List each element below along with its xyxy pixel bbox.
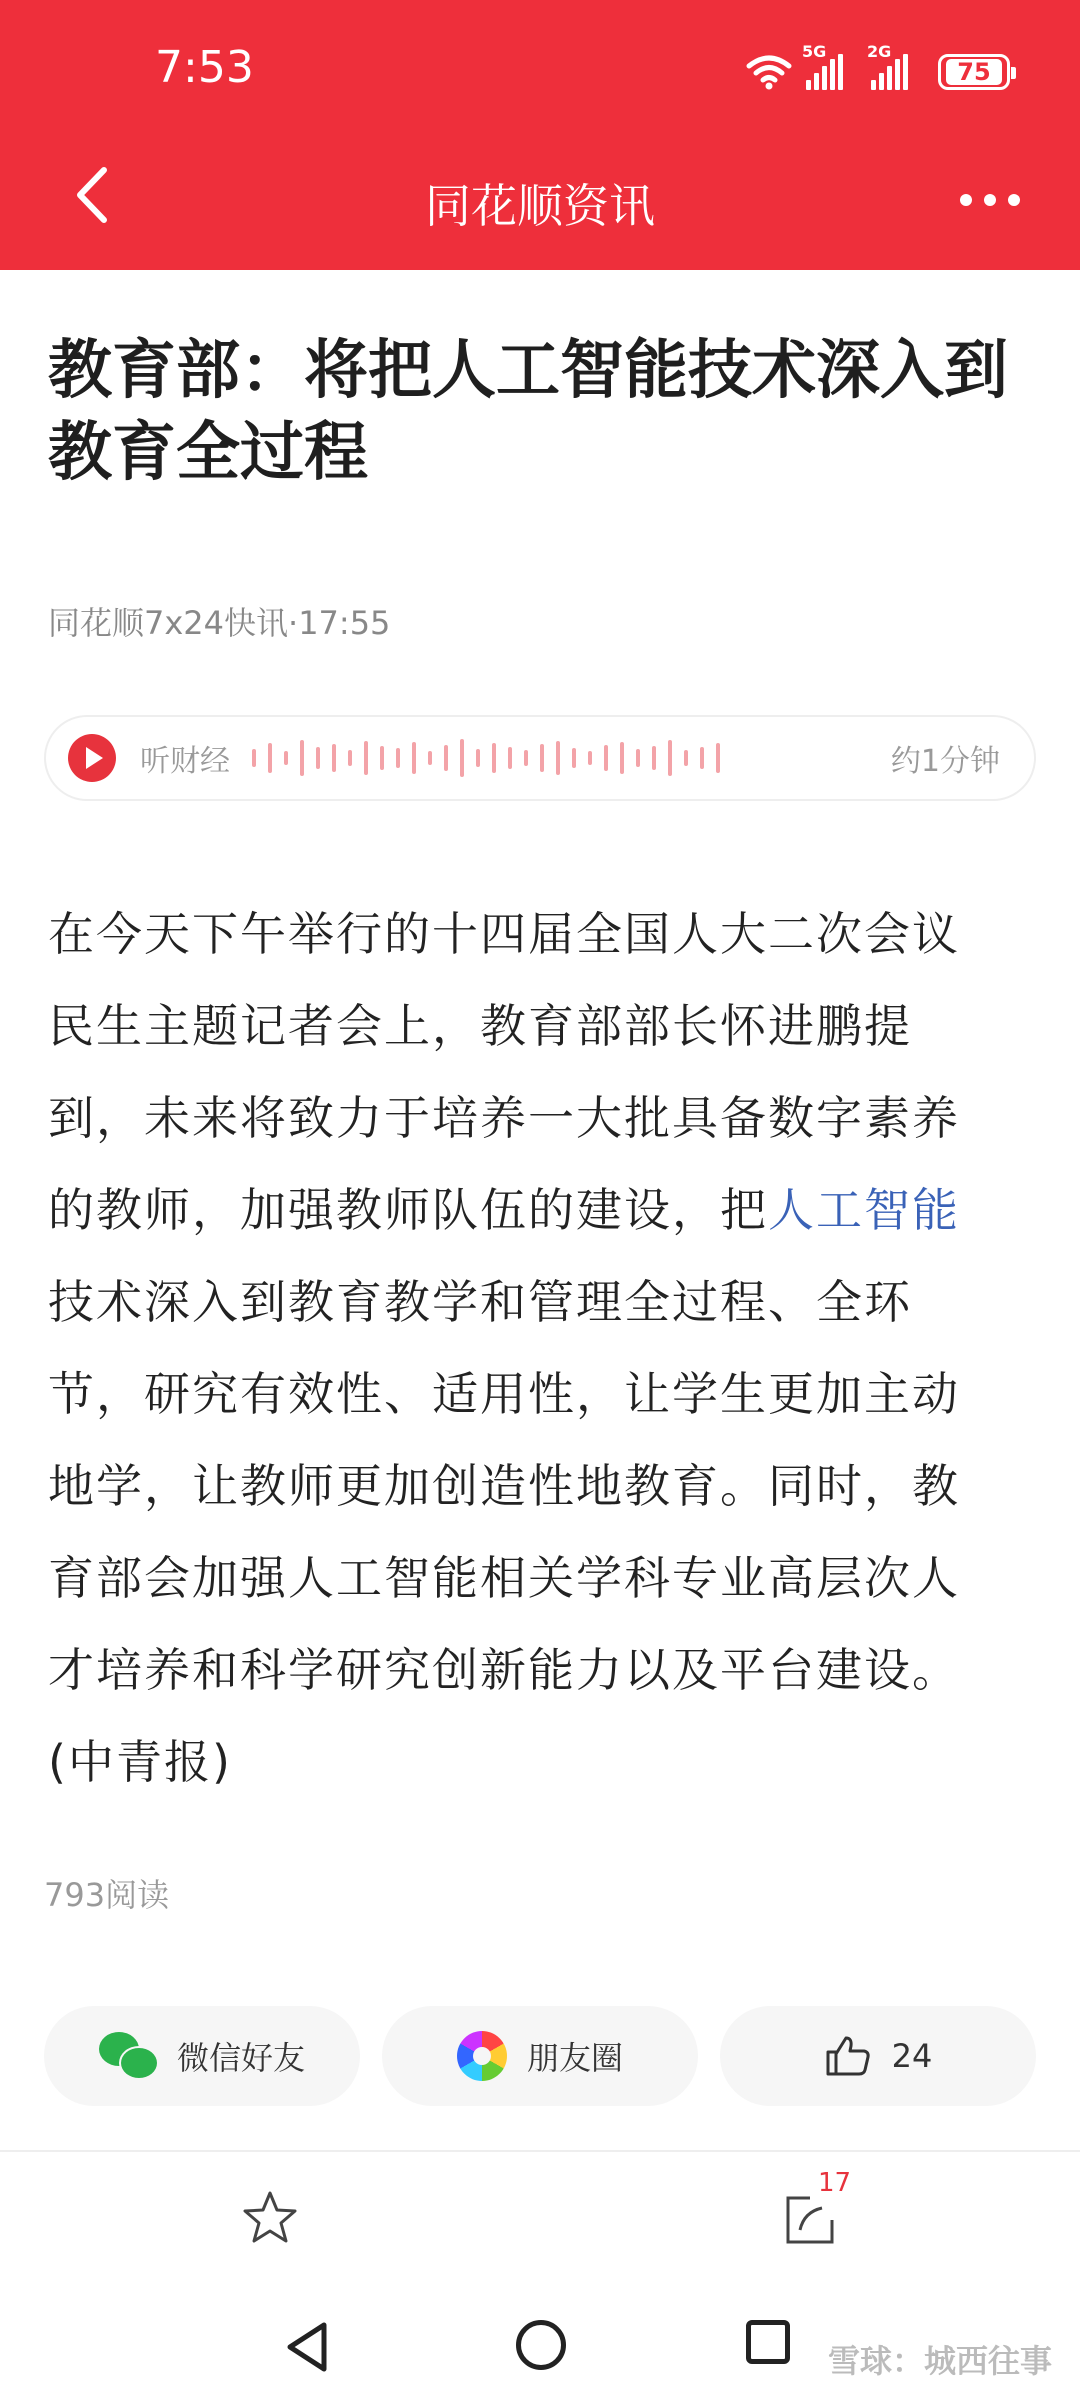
article-body [48, 888, 1040, 1808]
article-title: 教育部：将把人工智能技术深入到教育全过程 [48, 334, 1008, 490]
waveform-bar [428, 751, 432, 765]
waveform-bar [284, 751, 288, 765]
battery-level: 75 [946, 59, 1002, 85]
waveform-bar [572, 748, 576, 768]
waveform-bar [332, 744, 336, 772]
like-button[interactable] [720, 2006, 1036, 2106]
nav-back-icon[interactable] [282, 2320, 332, 2374]
signal-2g-icon: 2G [871, 54, 908, 90]
share-row [44, 2006, 1036, 2106]
body-line: 节，研究有效性、适用性，让学生更加主动 [48, 1367, 960, 1421]
body-line: 到，未来将致力于培养一大批具备数字素养 [48, 1091, 960, 1145]
audio-waveform [252, 738, 720, 778]
waveform-bar [252, 749, 256, 767]
article-meta: 同花顺7x24快讯·17:55 [48, 604, 391, 642]
nav-home-icon[interactable] [516, 2320, 566, 2370]
watermark: 雪球：城西往事 [827, 2342, 1052, 2380]
waveform-bar [652, 746, 656, 770]
waveform-bar [508, 747, 512, 769]
audio-label: 听财经 [140, 744, 230, 779]
favorite-star-icon[interactable] [240, 2188, 300, 2248]
divider [0, 2150, 1080, 2152]
waveform-bar [668, 740, 672, 776]
waveform-bar [556, 741, 560, 775]
waveform-bar [604, 745, 608, 771]
more-options-icon[interactable] [960, 180, 1040, 220]
body-line: 地学，让教师更加创造性地教育。同时，教 [48, 1459, 960, 1513]
battery-icon [938, 54, 1010, 90]
moments-share-button[interactable]: 朋友圈 [382, 2006, 698, 2106]
keyword-link[interactable]: 人工智能 [768, 1183, 960, 1237]
waveform-bar [700, 747, 704, 769]
play-icon[interactable] [68, 734, 116, 782]
body-line: 民生主题记者会上，教育部部长怀进鹏提 [48, 999, 912, 1053]
waveform-bar [540, 744, 544, 772]
body-line: 育部会加强人工智能相关学科专业高层次人 [48, 1551, 960, 1605]
body-line: 技术深入到教育教学和管理全过程、全环 [48, 1275, 912, 1329]
comment-icon[interactable] [782, 2192, 838, 2248]
thumbs-up-icon [824, 2034, 872, 2078]
body-line: 的教师，加强教师队伍的建设，把人工智能 [48, 1183, 960, 1237]
waveform-bar [380, 746, 384, 770]
comment-count: 17 [818, 2168, 852, 2198]
read-count: 793阅读 [44, 1876, 170, 1914]
body-line: 在今天下午举行的十四届全国人大二次会议 [48, 907, 960, 961]
body-line: 才培养和科学研究创新能力以及平台建设。 [48, 1643, 960, 1697]
waveform-bar [588, 751, 592, 765]
body-line: (中青报) [48, 1735, 232, 1789]
waveform-bar [684, 750, 688, 766]
waveform-bar [620, 742, 624, 774]
wifi-icon [746, 54, 792, 90]
page-title: 同花顺资讯 [425, 179, 655, 233]
waveform-bar [636, 749, 640, 767]
like-count: 24 [891, 2037, 933, 2075]
status-icons [746, 42, 1010, 98]
audio-duration: 约1分钟 [890, 744, 1000, 779]
nav-recent-icon[interactable] [746, 2320, 790, 2364]
signal-5g-icon: 5G [806, 54, 843, 90]
status-time: 7:53 [155, 42, 254, 93]
waveform-bar [300, 740, 304, 776]
waveform-bar [412, 742, 416, 774]
waveform-bar [460, 739, 464, 777]
waveform-bar [364, 741, 368, 775]
waveform-bar [396, 748, 400, 768]
waveform-bar [524, 750, 528, 766]
waveform-bar [348, 750, 352, 766]
moments-icon [457, 2031, 507, 2081]
waveform-bar [268, 743, 272, 773]
wechat-share-button[interactable]: 微信好友 [44, 2006, 360, 2106]
waveform-bar [716, 743, 720, 773]
app-header [0, 0, 1080, 270]
waveform-bar [316, 747, 320, 769]
waveform-bar [476, 749, 480, 767]
waveform-bar [492, 743, 496, 773]
waveform-bar [444, 745, 448, 771]
wechat-icon [99, 2032, 157, 2080]
audio-player[interactable] [44, 715, 1036, 801]
